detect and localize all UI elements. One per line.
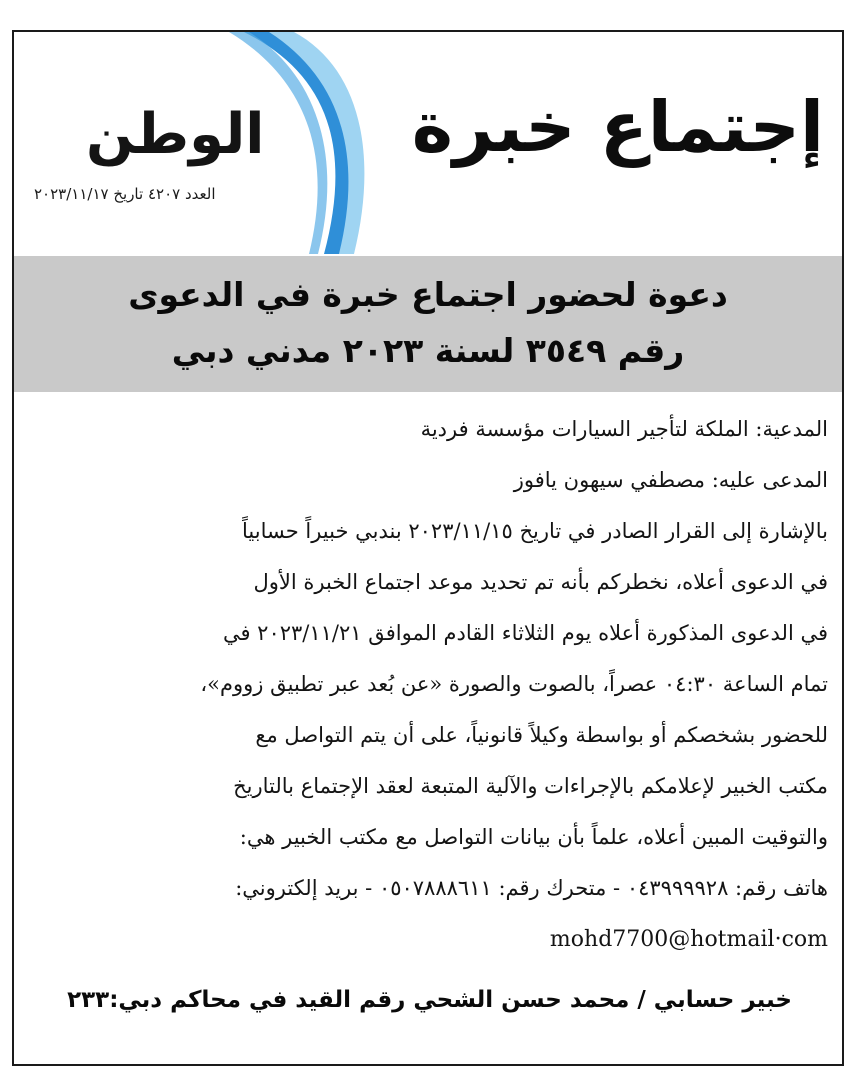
body-line: في الدعوى أعلاه، نخطركم بأنه تم تحديد موعد اجتماع الخبرة الأول: [253, 570, 828, 594]
body-line: بالإشارة إلى القرار الصادر في تاريخ ٢٠٢٣/١١/١٥ بندبي خبيراً حسابياً: [242, 519, 828, 543]
expert-signature: خبير حسابي / محمد حسن الشحي رقم القيد في محاكم دبي:٢٣٣: [67, 987, 792, 1013]
banner-heading-line-2: رقم ٣٥٤٩ لسنة ٢٠٢٣ مدني دبي: [171, 331, 685, 370]
body-line: للحضور بشخصكم أو بواسطة وكيلاً قانونياً، على أن يتم التواصل مع: [255, 723, 828, 747]
ad-frame: [12, 30, 844, 1066]
body-line-contact: هاتف رقم: ٠٤٣٩٩٩٩٢٨ - متحرك رقم: ٠٥٠٧٨٨٨٦١١ - بريد إلكتروني:: [235, 876, 828, 900]
body-line: تمام الساعة ٠٤:٣٠ عصراً، بالصوت والصورة «عن بُعد عبر تطبيق زووم»،: [200, 672, 828, 696]
banner-heading-line-1: دعوة لحضور اجتماع خبرة في الدعوى: [128, 275, 728, 314]
notice-body: [28, 404, 828, 965]
ad-header: [14, 32, 842, 254]
page-title: إجتماع خبرة: [411, 86, 824, 168]
body-line-plaintiff: المدعية: الملكة لتأجير السيارات مؤسسة فردية: [420, 417, 828, 441]
body-line: في الدعوى المذكورة أعلاه يوم الثلاثاء القادم الموافق ٢٠٢٣/١١/٢١ في: [222, 621, 828, 645]
issue-date-line: العدد ٤٢٠٧ تاريخ ٢٠٢٣/١١/١٧: [34, 185, 216, 203]
invitation-banner: [14, 256, 842, 392]
body-line: والتوقيت المبين أعلاه، علماً بأن بيانات التواصل مع مكتب الخبير هي:: [239, 825, 828, 849]
email-address: mohd7700@hotmail·com: [549, 927, 828, 952]
body-line-defendant: المدعى عليه: مصطفي سيهون يافوز: [513, 468, 828, 492]
body-line: مكتب الخبير لإعلامكم بالإجراءات والآلية المتبعة لعقد الإجتماع بالتاريخ: [233, 774, 828, 798]
newspaper-logo: الوطن: [86, 102, 265, 167]
